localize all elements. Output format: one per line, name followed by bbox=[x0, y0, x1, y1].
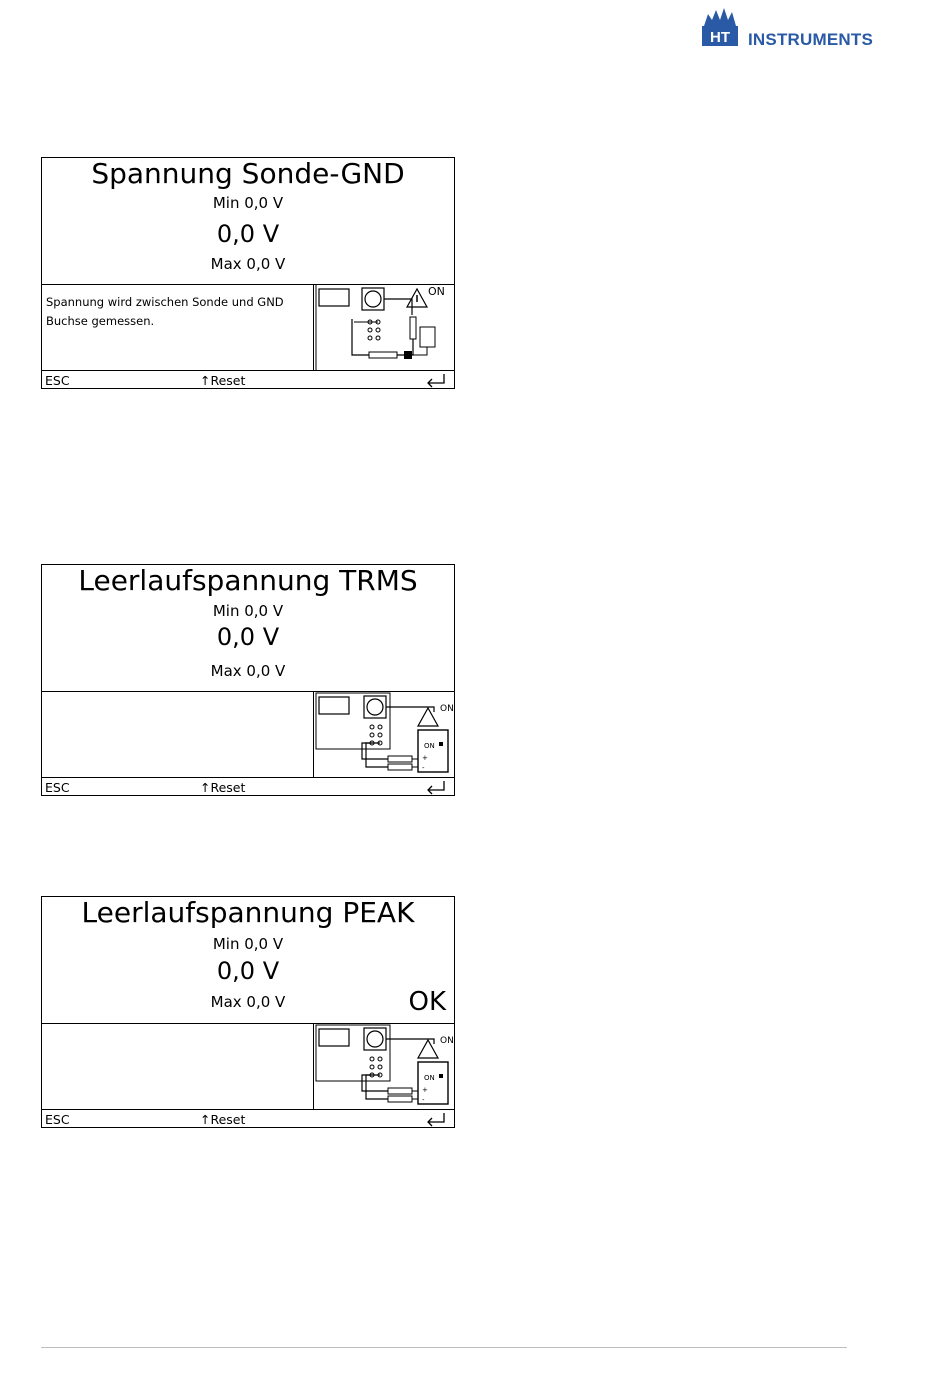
screen-footer bbox=[42, 1109, 454, 1129]
instrument-screen-open-circuit-trms bbox=[41, 564, 455, 796]
page-footer-rule bbox=[41, 1347, 847, 1348]
svg-text:ON: ON bbox=[424, 1074, 435, 1082]
reset-label: Reset bbox=[210, 780, 246, 795]
up-arrow-icon: ↑ bbox=[200, 780, 211, 795]
ht-logo-icon bbox=[700, 4, 748, 52]
enter-icon[interactable] bbox=[424, 1111, 448, 1127]
measurement-panel bbox=[42, 897, 454, 1024]
screen-footer bbox=[42, 777, 454, 797]
measurement-panel bbox=[42, 158, 454, 285]
min-value: Min 0,0 V bbox=[212, 602, 284, 620]
enter-icon[interactable] bbox=[424, 372, 448, 388]
description-panel bbox=[42, 1024, 314, 1109]
svg-text:-: - bbox=[422, 764, 425, 772]
esc-softkey[interactable]: ESC bbox=[45, 373, 70, 388]
reset-label: Reset bbox=[210, 1112, 246, 1127]
max-value: Max 0,0 V bbox=[210, 255, 286, 273]
connection-diagram bbox=[314, 692, 455, 777]
reset-label: Reset bbox=[210, 373, 246, 388]
max-value: Max 0,0 V bbox=[210, 993, 286, 1011]
connection-diagram bbox=[314, 1024, 455, 1109]
diagram-on-label: ON bbox=[440, 704, 454, 714]
logo-text: INSTRUMENTS bbox=[748, 30, 873, 49]
description-text: Spannung wird zwischen Sonde und GND Buchse gemessen. bbox=[46, 295, 284, 328]
svg-text:-: - bbox=[422, 1096, 425, 1104]
main-value: 0,0 V bbox=[216, 957, 280, 985]
connection-diagram bbox=[314, 285, 455, 370]
reset-softkey[interactable] bbox=[200, 1112, 245, 1127]
screen-title: Leerlaufspannung PEAK bbox=[81, 896, 415, 929]
description-panel bbox=[42, 285, 314, 370]
logo-badge: HT bbox=[710, 29, 730, 46]
esc-softkey[interactable]: ESC bbox=[45, 780, 70, 795]
diagram-on-label: ON bbox=[440, 1036, 454, 1046]
status-ok: OK bbox=[408, 987, 446, 1017]
esc-softkey[interactable]: ESC bbox=[45, 1112, 70, 1127]
ht-instruments-logo bbox=[700, 4, 880, 52]
enter-icon[interactable] bbox=[424, 779, 448, 795]
reset-softkey[interactable] bbox=[200, 373, 245, 388]
measurement-panel bbox=[42, 565, 454, 692]
svg-text:+: + bbox=[422, 1086, 428, 1094]
svg-text:ON: ON bbox=[424, 742, 435, 750]
up-arrow-icon: ↑ bbox=[200, 1112, 211, 1127]
instrument-screen-open-circuit-peak bbox=[41, 896, 455, 1128]
reset-softkey[interactable] bbox=[200, 780, 245, 795]
up-arrow-icon: ↑ bbox=[200, 373, 211, 388]
screen-title: Spannung Sonde-GND bbox=[91, 157, 405, 190]
description-panel bbox=[42, 692, 314, 777]
main-value: 0,0 V bbox=[216, 220, 280, 248]
main-value: 0,0 V bbox=[216, 623, 280, 651]
min-value: Min 0,0 V bbox=[212, 194, 284, 212]
min-value: Min 0,0 V bbox=[212, 935, 284, 953]
screen-title: Leerlaufspannung TRMS bbox=[78, 564, 418, 597]
max-value: Max 0,0 V bbox=[210, 662, 286, 680]
instrument-screen-probe-gnd bbox=[41, 157, 455, 389]
screen-footer bbox=[42, 370, 454, 390]
diagram-on-label: ON bbox=[428, 285, 445, 298]
svg-text:+: + bbox=[422, 754, 428, 762]
